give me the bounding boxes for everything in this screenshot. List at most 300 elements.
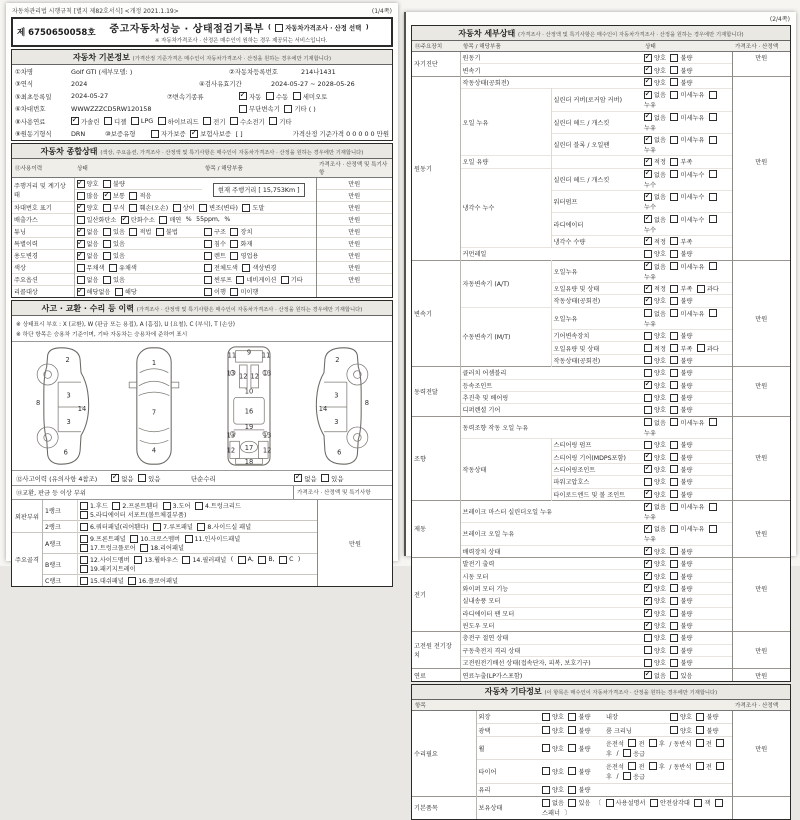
item-label: 워터펌프	[551, 191, 642, 213]
checkbox-label: 불량	[578, 727, 591, 735]
checkbox-label: 적정	[654, 286, 666, 294]
checkbox-checked[interactable]	[644, 381, 652, 389]
item-label: 추진축 및 베어링	[460, 391, 642, 403]
checkbox[interactable]	[568, 744, 576, 752]
checkbox[interactable]	[716, 762, 724, 770]
checkbox[interactable]	[644, 634, 652, 642]
checkbox-label: 매연	[169, 217, 182, 224]
checkbox[interactable]	[670, 262, 678, 270]
title-box	[11, 17, 393, 47]
checkbox[interactable]	[696, 726, 704, 734]
checkbox[interactable]	[670, 136, 678, 144]
checkbox[interactable]	[670, 634, 678, 642]
status-cell	[642, 235, 732, 247]
checkbox-checked[interactable]	[644, 525, 652, 533]
checkbox[interactable]	[159, 216, 167, 224]
checkbox[interactable]	[670, 285, 678, 293]
car-damage-diagrams	[12, 342, 392, 471]
checkbox-label: 불량	[680, 548, 693, 556]
checkbox-label: 불량	[680, 479, 693, 487]
static-text: (	[230, 556, 234, 563]
checkbox[interactable]	[258, 556, 266, 564]
checkbox-checked[interactable]	[644, 136, 652, 144]
checkbox-label: 미세누유	[680, 526, 705, 534]
checkbox[interactable]	[670, 193, 678, 201]
checkbox[interactable]	[103, 276, 111, 284]
status-cell	[642, 191, 732, 213]
checkbox[interactable]	[670, 547, 678, 555]
row-engine-type	[12, 128, 392, 141]
checkbox[interactable]	[670, 490, 678, 498]
checkbox-label: 침수	[214, 241, 226, 248]
checkbox[interactable]	[542, 786, 550, 794]
checkbox[interactable]	[709, 525, 717, 533]
checkbox-checked[interactable]	[77, 204, 85, 212]
engine-type-label: ⑨원동기형식	[15, 130, 52, 139]
checkbox-checked[interactable]	[239, 92, 247, 100]
checkbox-checked[interactable]	[644, 490, 652, 498]
checkbox-checked[interactable]	[644, 453, 652, 461]
checkbox[interactable]	[644, 659, 652, 667]
checkbox[interactable]	[542, 726, 550, 734]
checkbox[interactable]	[644, 441, 652, 449]
checkbox[interactable]	[568, 726, 576, 734]
checkbox[interactable]	[158, 117, 166, 125]
checkbox[interactable]	[649, 762, 657, 770]
checkbox[interactable]	[649, 739, 657, 747]
checkbox[interactable]	[80, 565, 88, 573]
checkbox[interactable]	[112, 502, 120, 510]
checkbox[interactable]	[670, 465, 678, 473]
checkbox[interactable]	[80, 523, 88, 531]
checkbox-checked[interactable]	[77, 288, 85, 296]
status-cell	[642, 248, 732, 260]
checkbox-checked[interactable]	[644, 609, 652, 617]
checkbox-label: 양호	[654, 573, 666, 581]
checkbox[interactable]	[103, 228, 111, 236]
price-survey-option	[268, 23, 373, 32]
checkbox-label: 부식	[112, 205, 125, 212]
checkbox-checked[interactable]	[644, 158, 652, 166]
checkbox-checked[interactable]	[644, 91, 652, 99]
transmission-options-2	[239, 104, 389, 113]
checkbox-checked[interactable]	[77, 228, 85, 236]
checkbox[interactable]	[279, 556, 287, 564]
checkbox-label: 있음	[112, 277, 125, 284]
price-cell	[732, 330, 790, 342]
checkbox[interactable]	[670, 671, 678, 679]
checkbox[interactable]	[134, 556, 142, 564]
price-cell: 만원	[316, 238, 392, 250]
device-subgroup-label: 오일 누유	[460, 89, 551, 156]
checkbox[interactable]	[77, 264, 85, 272]
checkbox[interactable]	[715, 799, 723, 807]
rank-label: 2랭크	[43, 521, 78, 533]
checkbox-checked[interactable]	[103, 192, 111, 200]
item-label: 타이로드엔드 및 볼 조인트	[551, 488, 642, 500]
engine-type-value: DRN	[71, 129, 86, 138]
checkbox[interactable]	[542, 744, 550, 752]
checkbox[interactable]	[185, 535, 193, 543]
checkbox-label: 불량	[680, 357, 693, 365]
checkbox[interactable]	[670, 394, 678, 402]
fuel-label: ⑧사용연료	[15, 117, 46, 126]
checkbox[interactable]	[104, 117, 112, 125]
price-cell	[732, 595, 790, 607]
checkbox[interactable]	[230, 240, 238, 248]
status-cell	[642, 657, 732, 669]
checkbox-checked[interactable]	[644, 572, 652, 580]
checkbox[interactable]	[284, 105, 292, 113]
checkbox[interactable]	[709, 193, 717, 201]
checkbox[interactable]	[644, 478, 652, 486]
checkbox[interactable]	[670, 503, 678, 511]
checkbox-label: 19.패키지트레이	[90, 566, 136, 573]
checkbox[interactable]	[670, 170, 678, 178]
checkbox[interactable]	[203, 117, 211, 125]
checkbox[interactable]	[670, 659, 678, 667]
checkbox[interactable]	[670, 646, 678, 654]
checkbox[interactable]	[670, 584, 678, 592]
checkbox[interactable]	[204, 288, 212, 296]
checkbox[interactable]	[77, 276, 85, 284]
checkbox[interactable]	[644, 406, 652, 414]
checkbox-checked[interactable]	[77, 252, 85, 260]
checkbox[interactable]	[321, 474, 329, 482]
checkbox[interactable]	[138, 474, 146, 482]
checkbox[interactable]	[709, 262, 717, 270]
checkbox-checked[interactable]	[644, 671, 652, 679]
checkbox-checked[interactable]	[644, 262, 652, 270]
checkbox[interactable]	[109, 264, 117, 272]
status-cell	[642, 89, 732, 111]
checkbox[interactable]	[696, 713, 704, 721]
checkbox[interactable]	[697, 344, 705, 352]
inspection-period-label: ④검사유효기간	[199, 80, 242, 89]
row-first-registration	[12, 90, 392, 103]
checkbox[interactable]	[115, 288, 123, 296]
checkbox[interactable]	[670, 453, 678, 461]
rank-items	[78, 575, 318, 587]
status-cell	[540, 760, 604, 783]
checkbox[interactable]	[236, 276, 244, 284]
item-label	[551, 156, 642, 168]
checkbox[interactable]	[709, 113, 717, 121]
checkbox[interactable]	[568, 786, 576, 794]
checkbox-label: 양호	[680, 727, 692, 735]
checkbox[interactable]	[199, 204, 207, 212]
checkbox[interactable]	[650, 799, 658, 807]
checkbox[interactable]	[670, 726, 678, 734]
checkbox[interactable]	[709, 418, 717, 426]
item-label: 고전원전기배선 상태(접속단자, 피복, 보호기구)	[460, 657, 642, 669]
price-cell	[732, 488, 790, 500]
checkbox[interactable]	[670, 78, 678, 86]
checkbox[interactable]	[153, 523, 161, 531]
checkbox[interactable]	[709, 91, 717, 99]
checkbox-checked[interactable]	[644, 597, 652, 605]
checkbox[interactable]	[696, 762, 704, 770]
checkbox[interactable]	[670, 250, 678, 258]
static-text: )	[297, 556, 301, 563]
checkbox[interactable]	[670, 369, 678, 377]
panel-number: 12	[226, 446, 235, 455]
checkbox[interactable]	[80, 556, 88, 564]
checkbox[interactable]	[644, 356, 652, 364]
status-cell	[642, 342, 732, 354]
checkbox[interactable]	[670, 622, 678, 630]
status-cell	[540, 737, 604, 760]
checkbox[interactable]	[129, 204, 137, 212]
checkbox[interactable]	[129, 228, 137, 236]
checkbox[interactable]	[204, 240, 212, 248]
checkbox[interactable]	[80, 502, 88, 510]
checkbox[interactable]	[230, 228, 238, 236]
checkbox-checked[interactable]	[644, 547, 652, 555]
checkbox[interactable]	[709, 503, 717, 511]
checkbox-checked[interactable]	[644, 237, 652, 245]
panel-number: 3	[333, 391, 338, 400]
section-accident-history	[11, 300, 393, 587]
checkbox[interactable]	[568, 799, 576, 807]
checkbox[interactable]	[670, 441, 678, 449]
checkbox[interactable]	[103, 240, 111, 248]
checkbox-label: 양호	[552, 727, 564, 735]
checkbox-label: 후	[658, 763, 665, 771]
checkbox[interactable]	[670, 525, 678, 533]
item-label: 스티어링 기어(MDPS포함)	[551, 451, 642, 463]
checkbox[interactable]	[129, 192, 137, 200]
checkbox[interactable]	[293, 92, 301, 100]
checkbox-checked[interactable]	[644, 560, 652, 568]
price-cell	[732, 342, 790, 354]
checkbox-label: 훼손(오손)	[139, 205, 169, 212]
checkbox[interactable]	[542, 713, 550, 721]
checkbox[interactable]	[670, 418, 678, 426]
price-cell	[732, 723, 790, 736]
checkbox-checked[interactable]	[644, 215, 652, 223]
panel-number: 4	[151, 446, 156, 455]
checkbox-checked[interactable]	[644, 170, 652, 178]
checkbox[interactable]	[269, 117, 277, 125]
checkbox-label: 양호	[680, 714, 692, 722]
checkbox-label: 양호	[654, 479, 666, 487]
checkbox-checked[interactable]	[644, 503, 652, 511]
checkbox-label: 없음	[86, 253, 99, 260]
checkbox-checked[interactable]	[644, 113, 652, 121]
checkbox[interactable]	[204, 252, 212, 260]
checkbox[interactable]	[163, 502, 171, 510]
checkbox[interactable]	[670, 478, 678, 486]
checkbox[interactable]	[151, 130, 159, 138]
checkbox[interactable]	[670, 406, 678, 414]
checkbox-label: 누유	[644, 273, 656, 281]
rank-items	[78, 500, 318, 521]
checkbox[interactable]	[709, 309, 717, 317]
vin-value: WWWZZZCD5RW120158	[71, 104, 152, 113]
checkbox[interactable]	[230, 117, 238, 125]
checkbox-checked[interactable]	[121, 216, 129, 224]
device-group-label: 원동기	[412, 76, 460, 260]
panel-number: 13	[262, 431, 271, 440]
checkbox[interactable]	[670, 237, 678, 245]
checkbox[interactable]	[670, 91, 678, 99]
checkbox[interactable]	[204, 276, 212, 284]
col-usage-history: ⑪사용이력	[12, 159, 74, 178]
checkbox[interactable]	[242, 204, 250, 212]
checkbox[interactable]	[670, 113, 678, 121]
checkbox-label: 양호	[654, 491, 666, 499]
checkbox[interactable]	[242, 264, 250, 272]
checkbox-checked[interactable]	[644, 297, 652, 305]
checkbox[interactable]	[670, 713, 678, 721]
checkbox[interactable]	[239, 105, 247, 113]
year-label: ③연식	[15, 80, 34, 89]
checkbox[interactable]	[628, 762, 636, 770]
checkbox[interactable]	[204, 264, 212, 272]
checkbox[interactable]	[173, 204, 181, 212]
checkbox[interactable]	[77, 216, 85, 224]
checkbox[interactable]	[230, 252, 238, 260]
page1-meta	[11, 5, 393, 17]
checkbox[interactable]	[568, 713, 576, 721]
checkbox[interactable]	[670, 54, 678, 62]
checkbox[interactable]	[182, 556, 190, 564]
checkbox-checked[interactable]	[644, 78, 652, 86]
checkbox[interactable]	[709, 215, 717, 223]
checkbox-checked[interactable]	[644, 285, 652, 293]
checkbox[interactable]	[670, 381, 678, 389]
checkbox-label: 불량	[706, 727, 719, 735]
status-cell	[540, 723, 604, 736]
checkbox[interactable]	[128, 577, 136, 585]
accident-history-options	[111, 474, 165, 483]
checkbox-checked[interactable]	[644, 584, 652, 592]
checkbox-checked[interactable]	[190, 130, 198, 138]
checkbox[interactable]	[670, 66, 678, 74]
checkbox[interactable]	[568, 767, 576, 775]
checkbox[interactable]	[266, 92, 274, 100]
checkbox[interactable]	[644, 250, 652, 258]
checkbox-label: 양호	[86, 181, 99, 188]
checkbox[interactable]	[670, 344, 678, 352]
checkbox[interactable]	[716, 739, 724, 747]
section-basic-info	[11, 49, 393, 141]
checkbox[interactable]	[542, 799, 550, 807]
checkbox-label: 불량	[680, 251, 693, 259]
checkbox[interactable]	[670, 215, 678, 223]
checkbox[interactable]	[670, 158, 678, 166]
checkbox[interactable]	[709, 136, 717, 144]
price-cell: 만원	[316, 274, 392, 286]
section-extra-info	[411, 684, 791, 820]
status-cell	[642, 669, 732, 681]
checkbox[interactable]	[103, 204, 111, 212]
checkbox[interactable]	[103, 252, 111, 260]
checkbox-checked[interactable]	[77, 180, 85, 188]
checkbox-label: 불량	[680, 333, 693, 341]
checkbox[interactable]	[80, 511, 88, 519]
checkbox[interactable]	[644, 646, 652, 654]
checkbox[interactable]	[281, 276, 289, 284]
checkbox[interactable]	[670, 297, 678, 305]
checkbox[interactable]	[697, 285, 705, 293]
checkbox[interactable]	[623, 772, 631, 780]
checkbox-label: 영업용	[240, 253, 259, 260]
checkbox[interactable]	[670, 560, 678, 568]
checkbox[interactable]	[644, 332, 652, 340]
checkbox[interactable]	[80, 535, 88, 543]
checkbox[interactable]	[670, 597, 678, 605]
checkbox[interactable]	[670, 356, 678, 364]
checkbox[interactable]	[670, 309, 678, 317]
checkbox-checked[interactable]	[644, 54, 652, 62]
checkbox-checked[interactable]	[644, 465, 652, 473]
checkbox[interactable]	[130, 535, 138, 543]
checkbox[interactable]	[77, 192, 85, 200]
checkbox-checked[interactable]	[77, 240, 85, 248]
checkbox[interactable]	[275, 24, 283, 32]
checkbox[interactable]	[644, 394, 652, 402]
checkbox[interactable]	[80, 544, 88, 552]
checkbox[interactable]	[709, 170, 717, 178]
status-cell	[604, 760, 732, 783]
checkbox[interactable]	[628, 739, 636, 747]
checkbox[interactable]	[694, 799, 702, 807]
checkbox[interactable]	[542, 767, 550, 775]
checkbox[interactable]	[623, 749, 631, 757]
checkbox-label: 변조(변타)	[209, 205, 238, 212]
checkbox[interactable]	[80, 577, 88, 585]
col-extra-item: 항목	[412, 700, 732, 711]
status-cell	[642, 545, 732, 557]
checkbox[interactable]	[195, 502, 203, 510]
status-cell	[642, 523, 732, 545]
checkbox[interactable]	[696, 739, 704, 747]
checkbox-checked[interactable]	[644, 193, 652, 201]
legend-codes: ※ 상태표시 부호 : X (교환), W (판금 또는 용접), A (흠집), U (요철), C (부식), T (손상)	[16, 322, 235, 328]
checkbox[interactable]	[197, 523, 205, 531]
checkbox[interactable]	[238, 556, 246, 564]
detail-note: (가격조사 · 산정액 및 특기사항은 매수인이 자동차가격조사 · 산정을 원하는 경우에만 기재합니다)	[518, 31, 744, 38]
checkbox[interactable]	[230, 288, 238, 296]
checkbox-checked[interactable]	[294, 474, 302, 482]
checkbox[interactable]	[670, 332, 678, 340]
checkbox[interactable]	[103, 180, 111, 188]
checkbox[interactable]	[644, 369, 652, 377]
extra-item-label: 유리	[476, 783, 540, 796]
checkbox[interactable]	[140, 544, 148, 552]
checkbox[interactable]	[156, 228, 164, 236]
device-group-label: 조향	[412, 416, 460, 500]
price-cell	[732, 632, 790, 644]
checkbox-label: 누수	[644, 181, 656, 189]
checkbox[interactable]	[644, 344, 652, 352]
checkbox[interactable]	[644, 309, 652, 317]
checkbox[interactable]	[606, 799, 614, 807]
checkbox-checked[interactable]	[644, 66, 652, 74]
checkbox-checked[interactable]	[111, 474, 119, 482]
checkbox[interactable]	[644, 418, 652, 426]
checkbox[interactable]	[204, 228, 212, 236]
checkbox[interactable]	[670, 572, 678, 580]
checkbox[interactable]	[131, 117, 139, 125]
checkbox-label: 양호	[654, 55, 666, 63]
current-mileage-cell	[202, 178, 316, 202]
checkbox-checked[interactable]	[644, 622, 652, 630]
checkbox-checked[interactable]	[71, 117, 79, 125]
checkbox[interactable]	[670, 609, 678, 617]
